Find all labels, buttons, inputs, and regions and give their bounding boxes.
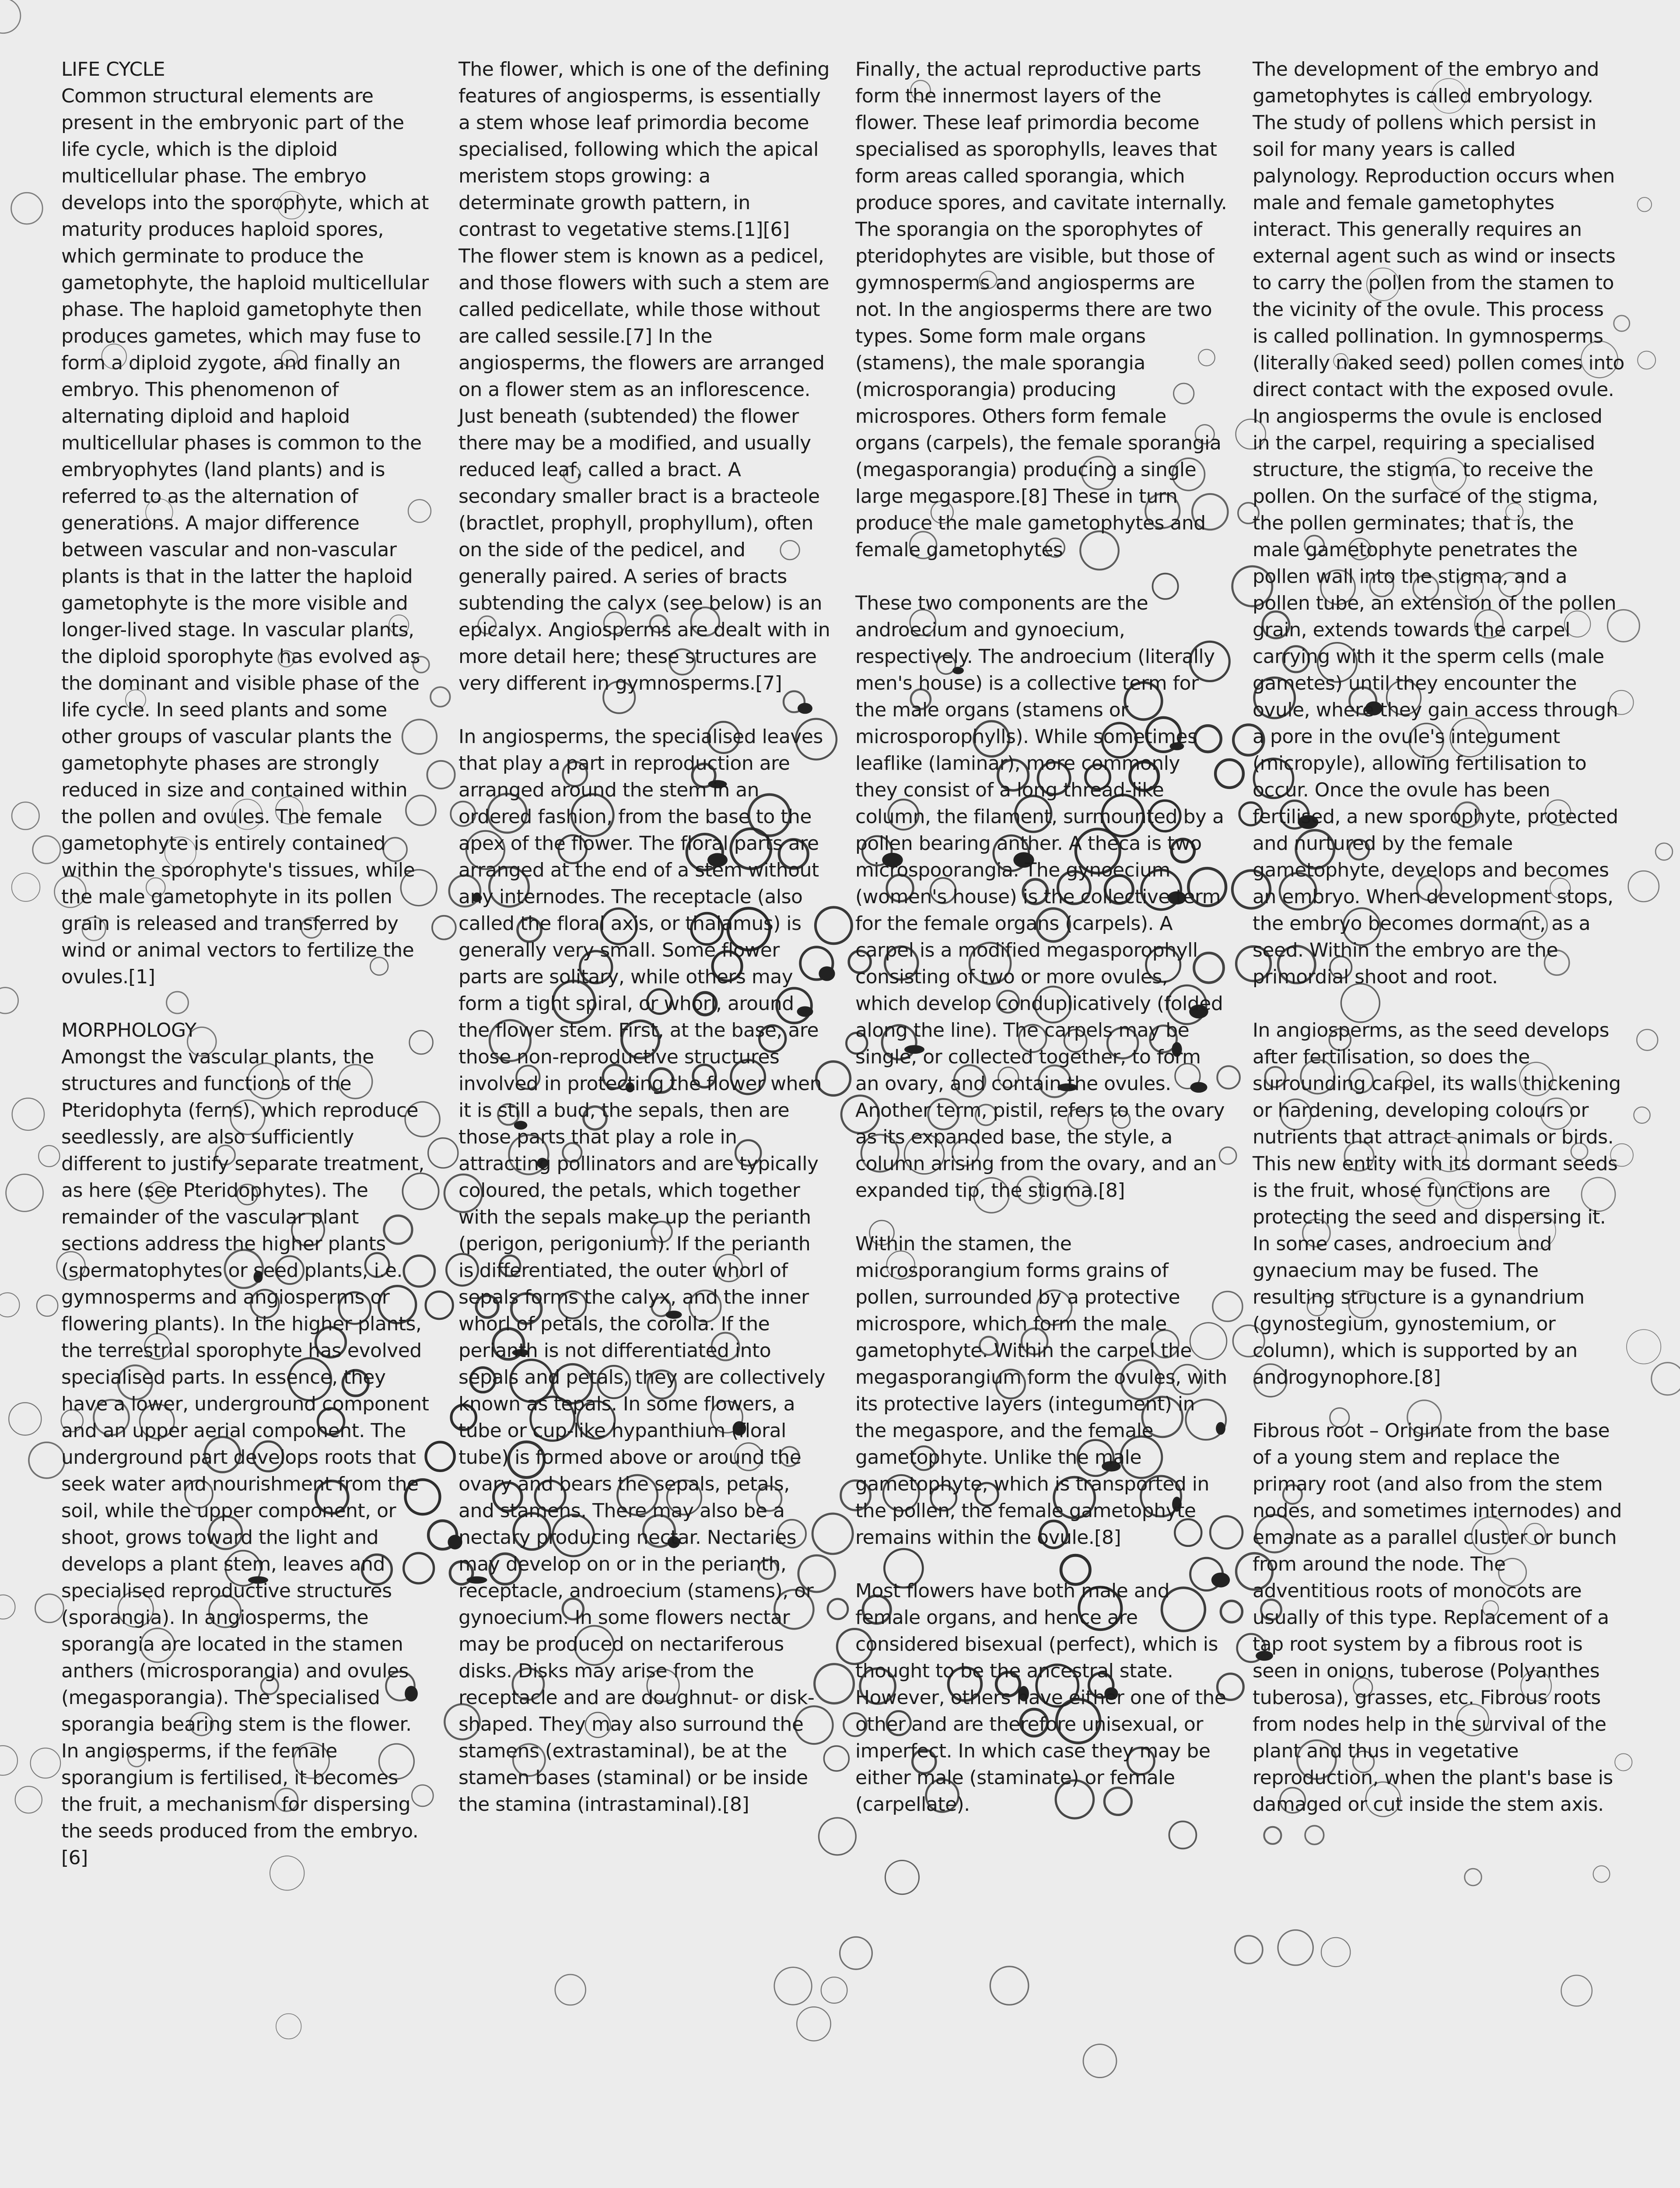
paragraph: Most flowers have both male and female organs, and hence are considered bisexual (perfect), which is thought to be the ancestral state. However, others have either one of the other and are therefore unisexual, or imperfect. In which case they may be either male (staminate) or female (carpellate). [855,1580,1226,1816]
pattern-circle [1264,1827,1281,1844]
pattern-circle [38,1146,60,1167]
pattern-circle [37,1295,58,1316]
pattern-circle [0,1746,18,1775]
pattern-circle [0,0,21,33]
pattern-circle [1637,1030,1658,1051]
pattern-circle [0,1293,20,1317]
pattern-circle [990,1967,1029,2005]
pattern-circle [1652,1363,1680,1395]
paragraph: Within the stamen, the microsporangium forms grains of pollen, surrounded by a protective microspore, which form the male gametophyte. Within the carpel the megasporangium form the ovules, with its protective layers (integument) in the megaspore, and the female gametophyte. Unlike the male gametophyte, which is transported in the pollen, the female gametophyte remains within the ovule.[8] [855,1233,1227,1549]
text-column-4 [1253,56,1624,1818]
paragraph: In angiosperms, the specialised leaves that play a part in reproduction are arranged around the stem in an ordered fashion, from the base to the apex of the flower. The floral parts are arranged at the end of a stem without any internodes. The receptacle (also called the floral axis, or thalamus) is generally very small. Some flower parts are solitary, while others may form a tight spiral, or whorl, around the flower stem. First, at the base, are those non-reproductive structures involved in protecting the flower when it is still a bud, the sepals, then are those parts that play a role in attracting pollinators and are typically coloured, the petals, which together with the sepals make up the perianth (perigon, perigonium). If the perianth is differentiated, the outer whorl of sepals forms the calyx, and the inner whorl of petals, the corolla. If the perianth is not differentiated into sepals and petals, they are collectively known as tepals. In some flowers, a tube or cup-like hypanthium (floral tube) is formed above or around the ovary and bears the sepals, petals, and stamens. There may also be a nectary producing nectar. Nectaries may develop on or in the perianth, receptacle, androecium (stamens), or gynoecium. In some flowers nectar may be produced on nectariferous disks. Disks may arise from the receptacle and are doughnut- or disk-shaped. They may also surround the stamens (extrastaminal), be at the stamen bases (staminal) or be inside the stamina (intrastaminal).[8] [458,726,826,1816]
pattern-circle [819,1818,856,1855]
pattern-circle [1627,1329,1661,1364]
paragraph: In angiosperms, as the seed develops after fertilisation, so does the surrounding carpel, its walls thickening or hardening, developing colours or nutrients that attract animals or birds. This new entity with its dormant seeds is the fruit, whose functions are protecting the seed and dispersing it. In some cases, androecium and gynaecium may be fused. The resulting structure is a gynandrium (gynostegium, gynostemium, or column), which is supported by an androgynophore.[8] [1253,1019,1621,1389]
pattern-circle [1561,1975,1592,2006]
pattern-circle [821,1977,847,2003]
pattern-circle [12,1098,44,1130]
pattern-circle [1593,1866,1610,1883]
paragraph: Common structural elements are present in the embryonic part of the life cycle, which is the diploid multicellular phase. The embryo develops into the sporophyte, which at maturity produces haploid spores, which germinate to produce the gametophyte, the haploid multicellular phase. The haploid gametophyte then produces gametes, which may fuse to form a diploid zygote, and finally an embryo. This phenomenon of alternating diploid and haploid multicellular phases is common to the embryophytes (land plants) and is referred to as the alternation of generations. A major difference between vascular and non-vascular plants is that in the latter the haploid gametophyte is the more visible and longer-lived stage. In vascular plants, the diploid sporophyte has evolved as the dominant and visible phase of the life cycle. In seed plants and some other groups of vascular plants the gametophyte phases are strongly reduced in size and contained within the pollen and ovules. The female gametophyte is entirely contained within the sporophyte's tissues, while the male gametophyte in its pollen grain is released and transferred by wind or animal vectors to fertilize the ovules.[1] [61,85,429,988]
paragraph: The flower, which is one of the defining features of angiosperms, is essentially a stem whose leaf primordia become specialised, following which the apical meristem stops growing: a determinate growth pattern, in contrast to vegetative stems.[1][6] The flower stem is known as a pedicel, and those flowers with such a stem are called pedicellate, while those without are called sessile.[7] In the angiosperms, the flowers are arranged on a flower stem as an inflorescence. Just beneath (subtended) the flower there may be a modified, and usually reduced leaf, called a bract. A secondary smaller bract is a bracteole (bractlet, prophyll, prophyllum), often on the side of the pedicel, and generally paired. A series of bracts subtending the calyx (see below) is an epicalyx. Angiosperms are dealt with in more detail here; these structures are very different in gymnosperms.[7] [458,58,830,694]
pattern-circle [430,687,450,707]
section-heading-life-cycle: LIFE CYCLE [61,58,165,81]
pattern-circle [797,2007,830,2041]
paragraph: The development of the embryo and gametophytes is called embryology. The study of pollens which persist in soil for many years is called palynology. Reproduction occurs when male and female gametophytes interact. This generally requires an external agent such as wind or insects to carry the pollen from the stamen to the vicinity of the ovule. This process is called pollination. In gymnosperms (literally naked seed) pollen comes into direct contact with the exposed ovule. In angiosperms the ovule is enclosed in the carpel, requiring a specialised structure, the stigma, to receive the pollen. On the surface of the stigma, the pollen germinates; that is, the male gametophyte penetrates the pollen wall into the stigma, and a pollen tube, an extension of the pollen grain, extends towards the carpel carrying with it the sperm cells (male gametes) until they encounter the ovule, where they gain access through a pore in the ovule's integument (micropyle), allowing fertilisation to occur. Once the ovule has been fertilised, a new sporophyte, protected and nurtured by the female gametophyte, develops and becomes an embryo. When development stops, the embryo becomes dormant, as a seed. Within the embryo are the primordial shoot and root. [1253,58,1624,988]
pattern-circle [0,988,18,1013]
pattern-circle [6,1174,43,1211]
pattern-circle [1638,351,1656,369]
pattern-circle [15,1786,42,1813]
paragraph: Fibrous root – Originate from the base of a young stem and replace the primary root (and also from the stem nodes, and sometimes internodes) and emanate as a parallel cluster or bunch from around the node. The adventitious roots of monocots are usually of this type. Replacement of a tap root system by a fibrous root is seen in onions, tuberose (Polyanthes tuberosa), grasses, etc. Fibrous roots from nodes help in the survival of the plant and thus in vegetative reproduction, when the plant's base is damaged or cut inside the stem axis. [1253,1420,1622,1816]
paragraph: Amongst the vascular plants, the structures and functions of the Pteridophyta (ferns), which reproduce seedlessly, are also sufficiently different to justify separate treatment, as here (see Pteridophytes). The remainder of the vascular plant sections address the higher plants (spermatophytes or seed plants, i.e. gymnosperms and angiosperms or flowering plants). In the higher plants, the terrestrial sporophyte has evolved specialised parts. In essence, they have a lower, underground component and an upper aerial component. The underground part develops roots that seek water and nourishment from the soil, while the upper component, or shoot, grows toward the light and develops a plant stem, leaves and specialised reproductive structures (sporangia). In angiosperms, the sporangia are located in the stamen anthers (microsporangia) and ovules (megasporangia). The specialised sporangia bearing stem is the flower. In angiosperms, if the female sporangium is fertilised, it becomes the fruit, a mechanism for dispersing the seeds produced from the embryo.[6] [61,1046,429,1869]
pattern-circle [35,1594,64,1623]
pattern-circle [840,1937,872,1969]
pattern-circle [29,1442,65,1478]
pattern-circle [432,916,456,940]
section-heading-morphology: MORPHOLOGY [61,1019,196,1041]
text-column-2 [458,56,830,1818]
paragraph: Finally, the actual reproductive parts form the innermost layers of the flower. These leaf primordia become specialised as sporophylls, leaves that form areas called sporangia, which produce spores, and cavitate internally. The sporangia on the sporophytes of pteridophytes are visible, but those of gymnosperms and angiosperms are not. In the angiosperms there are two types. Some form male organs (stamens), the male sporangia (microsporangia) producing microspores. Others form female organs (carpels), the female sporangia (megasporangia) producing a single large megaspore.[8] These in turn produce the male gametophytes and female gametophytes [855,58,1227,561]
paragraph: These two components are the androecium and gynoecium, respectively. The androecium (literally men's house) is a collective term for the male organs (stamens or microsporophylls). While sometimes leaflike (laminar), more commonly they consist of a long thread-like column, the filament, surmounted by a pollen bearing anther. A theca is two microspoorangia. The gynoecium (women's house) is the collective term for the female organs (carpels). A carpel is a modified megasporophyll consisting of two or more ovules, which develop conduplicatively (folded along the line). The carpels may be single, or collected together, to form an ovary, and contain the ovules. Another term, pistil, refers to the ovary as its expanded base, the style, a column arising from the ovary, and an expanded tip, the stigma.[8] [855,592,1225,1202]
pattern-circle [276,2014,301,2039]
pattern-circle [9,1403,41,1435]
pattern-circle [31,1748,61,1778]
pattern-circle [1083,2044,1116,2078]
pattern-circle [12,802,39,830]
pattern-circle [885,1861,919,1894]
text-column-1 [61,56,433,1871]
pattern-circle [1321,1938,1350,1967]
pattern-circle [1465,1869,1482,1886]
pattern-circle [1169,1821,1196,1848]
pattern-circle [1634,1107,1650,1123]
pattern-circle [1235,1936,1263,1964]
pattern-circle [11,193,43,224]
pattern-circle [1656,843,1673,860]
pattern-circle [1638,197,1652,211]
pattern-circle [33,836,60,863]
pattern-circle [0,1595,15,1619]
pattern-circle [774,1967,812,2005]
pattern-circle [12,873,40,901]
text-column-3 [855,56,1227,1818]
pattern-circle [555,1974,586,2005]
pattern-circle [828,1599,848,1619]
pattern-circle [1305,1826,1324,1844]
pattern-circle [1278,1930,1313,1965]
pattern-circle [1628,871,1659,901]
